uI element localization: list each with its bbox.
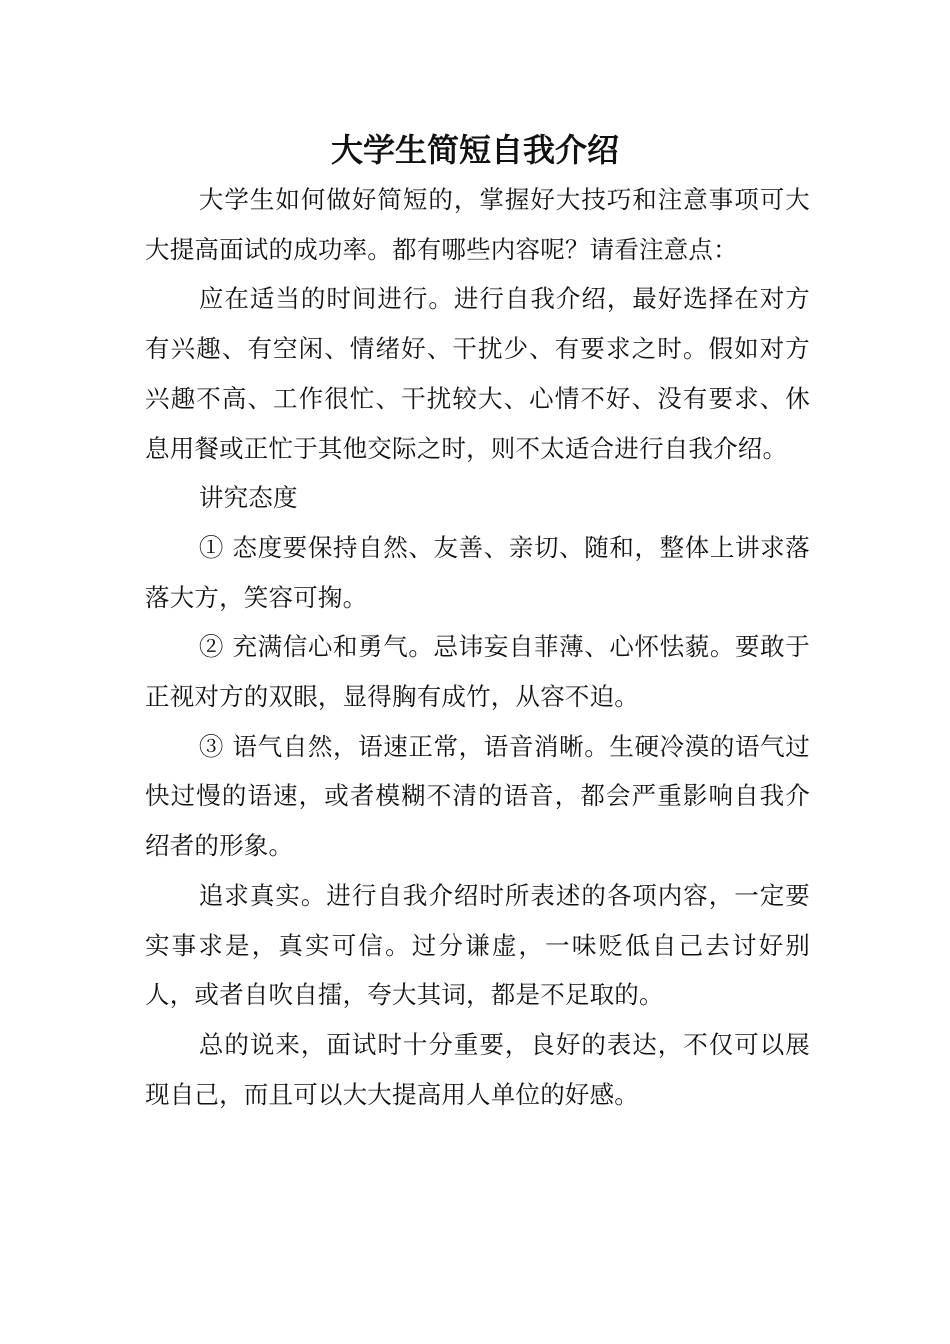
- paragraph-attitude-2: ② 充满信心和勇气。忌讳妄自菲薄、心怀怯藐。要敢于正视对方的双眼，显得胸有成竹，从容不迫。: [145, 632, 810, 712]
- paragraph-timing: 应在适当的时间进行。进行自我介绍，最好选择在对方有兴趣、有空闲、情绪好、干扰少、有要求之时。假如对方兴趣不高、工作很忙、干扰较大、心情不好、没有要求、休息用餐或正忙于其他交际之时，则不太适合进行自我介绍。: [145, 284, 810, 463]
- document-title: 大学生简短自我介绍: [330, 131, 619, 169]
- paragraph-conclusion: 总的说来，面试时十分重要，良好的表达，不仅可以展现自己，而且可以大大提高用人单位的好感。: [145, 1029, 810, 1109]
- section-heading-attitude: 讲究态度: [198, 483, 298, 513]
- paragraph-attitude-3: ③ 语气自然，语速正常，语音消晰。生硬冷漠的语气过快过慢的语速，或者模糊不清的语音，都会严重影响自我介绍者的形象。: [145, 731, 810, 861]
- paragraph-attitude-1: ① 态度要保持自然、友善、亲切、随和，整体上讲求落落大方，笑容可掬。: [145, 532, 810, 612]
- document-body: [145, 175, 810, 1119]
- paragraph-truth: 追求真实。进行自我介绍时所表述的各项内容，一定要实事求是，真实可信。过分谦虚，一味贬低自己去讨好别人，或者自吹自擂，夸大其词，都是不足取的。: [145, 880, 810, 1010]
- paragraph-intro: 大学生如何做好简短的，掌握好大技巧和注意事项可大大提高面试的成功率。都有哪些内容呢？请看注意点：: [145, 185, 810, 264]
